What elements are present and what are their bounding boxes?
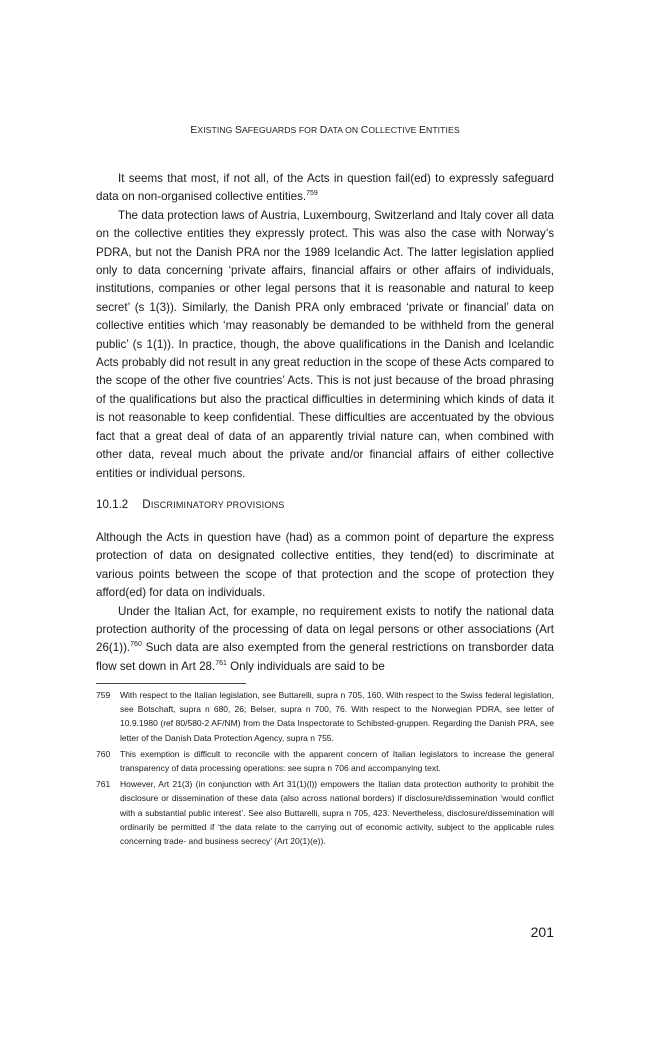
footnote-761: 761 However, Art 21(3) (in conjunction with Art 31(1)(l)) empowers the Italian data protection authority to prohibit the disclosure or dissemination of these data (also across national borders) if disclosure/dissemination ‘would conflict with a substantial public interest’. See also Buttarelli, supra n 705, 423. Nevertheless, disclosure/dissemination will ordinarily be permitted if ‘the data relate to the carrying out of economic activity, subject to the applicable rules concerning trade- and business secrecy’ (Art 20(1)(e)). [96,779,554,847]
paragraph-4: Under the Italian Act, for example, no requirement exists to notify the national data protection authority of the processing of data on legal persons or other associations (Art 26(1)).$^{760}$ Such data are also exempted from the general restrictions on transborder data flow set down in Art 28.$^{761}$ Only individuals are said to be [96,604,554,673]
footnote-760: 760 This exemption is difficult to reconcile with the apparent concern of Italian legislators to increase the general transparency of data processing operations: see supra n 706 and accompanying text. [96,748,554,774]
footnote-divider [96,683,246,684]
footnote-ref-761[interactable]: 761 [215,659,227,667]
page-number: 201 [530,924,554,940]
footnote-ref-759[interactable]: 759 [306,190,318,198]
running-header: EXISTING SAFEGUARDS FOR DATA ON COLLECTIVE ENTITIES [190,125,460,136]
footnotes [96,688,554,850]
footnote-759: 759 With respect to the Italian legislation, see Buttarelli, supra n 705, 160. With respect to the Swiss federal legislation, see Botschaft, supra n 680, 26; Belser, supra n 700, 76. With respect to the Norwegian PDRA, see letter of 10.9.1980 (ref 80/580-2 AF/NM) from the Data Inspectorate to Schibsted-gruppen. Regarding the Danish PRA, see letter of the Danish Data Protection Agency, supra n 755. [96,690,554,743]
section-title: DISCRIMINATORY PROVISIONS [142,498,285,511]
paragraph-2: The data protection laws of Austria, Luxembourg, Switzerland and Italy cover all data on the collective entities they expressly protect. This was also the case with Norway’s PDRA, but not the Danish PRA nor the 1989 Icelandic Act. The latter legislation applied only to data concerning ‘private affairs, financial affairs or other affairs of individuals, institutions, companies or other legal persons that it is reasonable and natural to keep secret’ (s 1(3)). Similarly, the Danish PRA only embraced ‘private or financial’ data on collective entities which ‘may reasonably be demanded to be withheld from the general public’ (s 1(1)). In practice, though, the above qualifications in the Danish and Icelandic Acts probably did not result in any great reduction in the scope of these Acts compared to the scope of the other five countries’ Acts. This is not just because of the broad phrasing of the qualifications but also the practical difficulties in determining which kinds of data it is not reasonable to keep confidential. These difficulties are accentuated by the obvious fact that a great deal of data of an apparently trivial nature can, when combined with other data, reveal much about the private and/or financial affairs of either collective entities or individual persons. [96,208,554,480]
section-heading [96,498,284,511]
footnote-ref-760[interactable]: 760 [130,641,142,649]
section-number: 10.1.2 [96,498,129,511]
paragraph-3: Although the Acts in question have (had) as a common point of departure the express protection of data on designated collective entities, they tend(ed) to discriminate at various points between the scope of that protection and the scope of protection they afford(ed) for data on individuals. [96,531,554,600]
paragraph-1: It seems that most, if not all, of the Acts in question fail(ed) to expressly safeguard data on non-organised collective entities.$^{759}$ [96,172,554,204]
body-text-lower [96,529,554,676]
body-text-upper [96,170,554,483]
